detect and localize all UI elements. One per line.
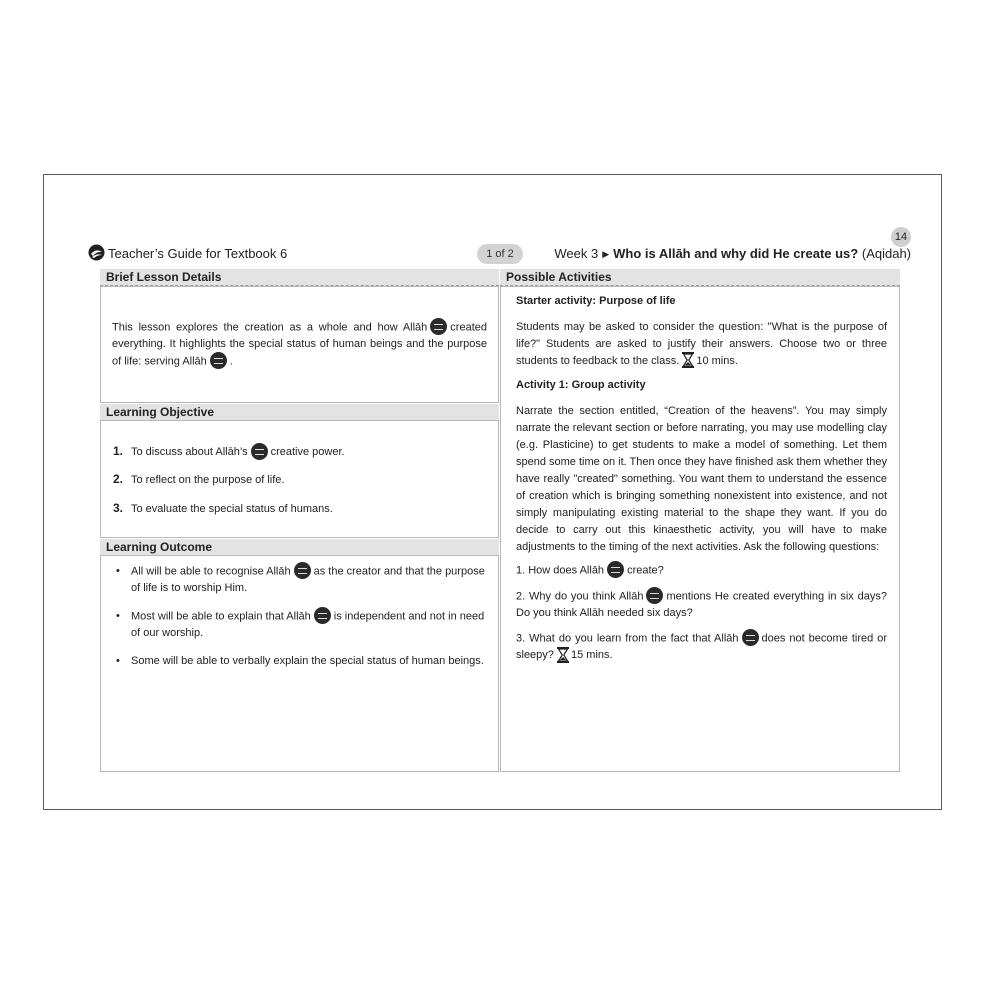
objective-item <box>113 471 284 488</box>
item-number: 2. <box>113 472 124 486</box>
activity1-heading: Activity 1: Group activity <box>516 379 646 391</box>
bullet: • <box>116 565 120 577</box>
question-3 <box>516 630 887 664</box>
outcome-item <box>116 653 488 670</box>
outcome-heading: Learning Outcome <box>100 539 499 556</box>
item-text: creative power. <box>270 446 345 458</box>
honorific-seal-icon <box>607 561 624 578</box>
brief-text-part: This lesson explores the creation as a whole and how Allāh <box>112 321 428 334</box>
hourglass-icon <box>682 352 694 368</box>
play-arrow-icon: ▶ <box>602 249 610 259</box>
starter-heading: Starter activity: Purpose of life <box>516 295 676 307</box>
honorific-seal-icon <box>294 562 311 579</box>
question-1 <box>516 562 887 579</box>
lesson-header <box>554 246 911 261</box>
question-text: create? <box>627 564 664 577</box>
activity1-text: Narrate the section entitled, “Creation of the heavens”. You may simply narrate the relevant section or before narrating, you may use modelling clay (e.g. Plasticine) to get students to make a model of something. Let them spend some time on it. Then once they have finished ask them whether they have really "created" something. You want them to understand the essence of creation which is bringing something nonexistent into existence, and not simply manipulating existing material to the shape they want. If you do decide to carry out this kinaesthetic activity, you will have to make adjustments to the timing of the next activities. Ask the following questions: <box>516 405 887 553</box>
honorific-seal-icon <box>742 629 759 646</box>
item-text: To reflect on the purpose of life. <box>131 474 285 486</box>
objective-heading: Learning Objective <box>100 404 499 421</box>
outcome-text-part: Most will be able to explain that Allāh <box>131 610 311 623</box>
week-label: Week 3 <box>554 246 599 261</box>
outcome-text-part: as the creator and that the purpose of life is to worship Him. <box>131 565 485 595</box>
item-text: To discuss about Allāh’s <box>131 446 248 458</box>
outcome-text <box>131 563 488 597</box>
starter-text <box>516 319 887 370</box>
page-number: 14 <box>891 227 911 247</box>
activities-heading: Possible Activities <box>500 269 900 286</box>
lesson-category: (Aqidah) <box>861 246 911 261</box>
outcome-text <box>131 653 488 670</box>
outcome-text-part: All will be able to recognise Allāh <box>131 565 291 578</box>
starter-time: 10 mins. <box>696 355 738 367</box>
brief-text-part: . <box>229 355 233 368</box>
outcome-item <box>116 608 488 642</box>
outcome-text <box>131 608 488 642</box>
bullet: • <box>116 610 120 622</box>
honorific-seal-icon <box>430 318 447 335</box>
question-text: 2. Why do you think Allāh <box>516 590 644 603</box>
starter-text-part: Students may be asked to consider the question: "What is the purpose of life?" Students are asked to justify their answers. Choose two or three students to feedback to the class. <box>516 321 887 367</box>
honorific-seal-icon <box>646 587 663 604</box>
hourglass-icon <box>557 647 569 663</box>
honorific-seal-icon <box>314 607 331 624</box>
question-time: 15 mins. <box>570 649 613 662</box>
objective-item <box>113 443 345 461</box>
outcome-text-part: Some will be able to verbally explain the special status of human beings. <box>131 655 484 667</box>
brief-text <box>112 319 487 371</box>
question-text: 3. What do you learn from the fact that Allāh <box>516 632 739 645</box>
objective-item <box>113 500 333 517</box>
outcome-text-part: is independent and not in need of our worship. <box>131 610 485 640</box>
item-number: 1. <box>113 444 124 458</box>
honorific-seal-icon <box>210 352 227 369</box>
book-logo-icon <box>88 244 105 261</box>
bullet: • <box>116 655 120 667</box>
brief-heading: Brief Lesson Details <box>100 269 499 286</box>
lesson-title: Who is Allāh and why did He create us? <box>613 246 859 261</box>
brief-text-part: created everything. It highlights the special status of human beings and the purpose of life: serving Allāh <box>112 321 487 368</box>
page-indicator: 1 of 2 <box>477 244 523 264</box>
honorific-seal-icon <box>251 443 268 460</box>
question-text: mentions He created everything in six days? Do you think Allāh needed six days? <box>516 590 887 620</box>
guide-title: Teacher’s Guide for Textbook 6 <box>108 246 288 261</box>
outcome-item <box>116 563 488 597</box>
question-text: 1. How does Allāh <box>516 564 605 577</box>
question-2 <box>516 588 887 622</box>
item-text: To evaluate the special status of humans. <box>131 503 333 515</box>
question-text: does not become tired or sleepy? <box>516 632 887 662</box>
item-number: 3. <box>113 501 124 515</box>
